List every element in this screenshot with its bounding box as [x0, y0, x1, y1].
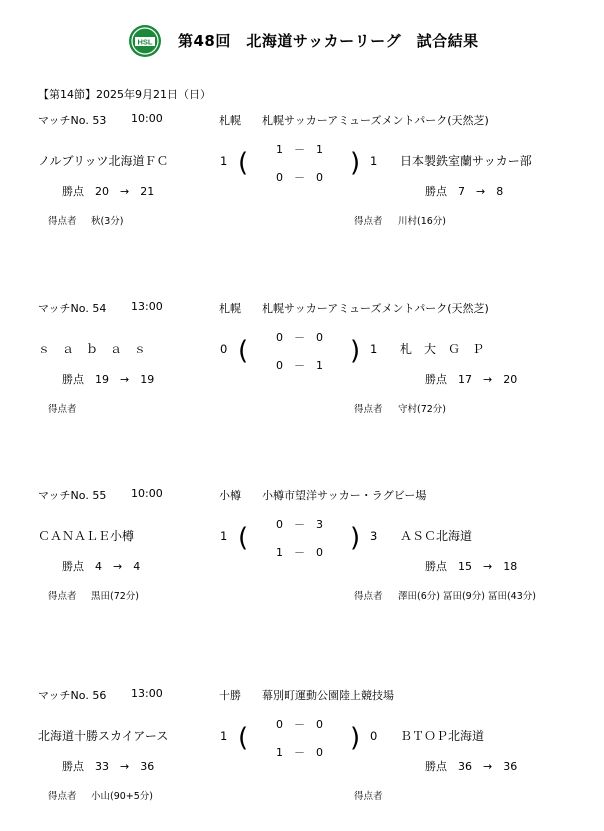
away-scorers: 守村(72分) [398, 404, 447, 415]
away-team: ＡＳＣ北海道 [400, 529, 473, 543]
away-score: 1 [370, 342, 378, 356]
match-number: マッチNo. 55 [38, 489, 107, 502]
away-scorer-label: 得点者 [354, 591, 383, 602]
away-points: 勝点 7 → 8 [425, 185, 504, 198]
home-points: 勝点 19 → 19 [62, 373, 155, 386]
second-half-score: 1 － 0 [276, 746, 323, 759]
second-half-score: 1 － 0 [276, 546, 323, 559]
match-number: マッチNo. 53 [38, 114, 107, 127]
home-score: 1 [220, 729, 228, 743]
league-logo [128, 24, 162, 58]
score-bracket-left: ( [238, 336, 249, 366]
match-number: マッチNo. 56 [38, 689, 107, 702]
score-bracket-right: ) [350, 723, 361, 753]
home-points: 勝点 20 → 21 [62, 185, 155, 198]
away-points: 勝点 15 → 18 [425, 560, 518, 573]
away-scorer-label: 得点者 [354, 791, 383, 802]
home-score: 0 [220, 342, 228, 356]
away-scorer-label: 得点者 [354, 216, 383, 227]
venue-name: 小樽市望洋サッカー・ラグビー場 [262, 489, 427, 502]
venue-name: 幕別町運動公園陸上競技場 [262, 689, 394, 702]
home-scorers: 黒田(72分) [91, 591, 140, 602]
first-half-score: 1 － 1 [276, 143, 323, 156]
venue-name: 札幌サッカーアミューズメントパーク(天然芝) [262, 302, 489, 315]
score-bracket-left: ( [238, 148, 249, 178]
away-team: 日本製鉄室蘭サッカー部 [400, 154, 532, 168]
second-half-score: 0 － 1 [276, 359, 323, 372]
away-score: 3 [370, 529, 378, 543]
home-scorers: 秋(3分) [91, 216, 124, 227]
home-scorer-label: 得点者 [48, 404, 77, 415]
round-label: 【第14節】2025年9月21日（日） [38, 88, 211, 101]
first-half-score: 0 － 0 [276, 331, 323, 344]
home-scorer-label: 得点者 [48, 591, 77, 602]
score-bracket-right: ) [350, 336, 361, 366]
home-scorers: 小山(90+5分) [91, 791, 154, 802]
page-title: 第48回 北海道サッカーリーグ 試合結果 [178, 32, 479, 50]
home-team: ノルブリッツ北海道ＦＣ [38, 154, 169, 168]
logo-text: HSL [137, 37, 153, 47]
kickoff-time: 13:00 [131, 300, 163, 313]
first-half-score: 0 － 0 [276, 718, 323, 731]
home-team: ｓ ａ ｂ ａ ｓ [38, 342, 147, 356]
venue-city: 札幌 [219, 302, 241, 315]
home-score: 1 [220, 529, 228, 543]
home-team: 北海道十勝スカイアース [38, 729, 169, 743]
home-score: 1 [220, 154, 228, 168]
away-score: 0 [370, 729, 378, 743]
second-half-score: 0 － 0 [276, 171, 323, 184]
away-score: 1 [370, 154, 378, 168]
score-bracket-right: ) [350, 148, 361, 178]
venue-name: 札幌サッカーアミューズメントパーク(天然芝) [262, 114, 489, 127]
away-scorer-label: 得点者 [354, 404, 383, 415]
kickoff-time: 10:00 [131, 487, 163, 500]
home-scorer-label: 得点者 [48, 216, 77, 227]
away-team: ＢＴＯＰ北海道 [400, 729, 485, 743]
away-points: 勝点 17 → 20 [425, 373, 518, 386]
score-bracket-left: ( [238, 523, 249, 553]
home-points: 勝点 33 → 36 [62, 760, 155, 773]
first-half-score: 0 － 3 [276, 518, 323, 531]
away-points: 勝点 36 → 36 [425, 760, 518, 773]
away-scorers: 澤田(6分) 冨田(9分) 冨田(43分) [398, 591, 536, 602]
kickoff-time: 10:00 [131, 112, 163, 125]
score-bracket-left: ( [238, 723, 249, 753]
away-scorers: 川村(16分) [398, 216, 447, 227]
home-team: ＣＡＮＡＬＥ小樽 [38, 529, 135, 543]
match-number: マッチNo. 54 [38, 302, 107, 315]
venue-city: 十勝 [219, 689, 241, 702]
score-bracket-right: ) [350, 523, 361, 553]
home-points: 勝点 4 → 4 [62, 560, 141, 573]
kickoff-time: 13:00 [131, 687, 163, 700]
venue-city: 札幌 [219, 114, 241, 127]
home-scorer-label: 得点者 [48, 791, 77, 802]
away-team: 札 大 Ｇ Ｐ [400, 342, 485, 356]
venue-city: 小樽 [219, 489, 241, 502]
